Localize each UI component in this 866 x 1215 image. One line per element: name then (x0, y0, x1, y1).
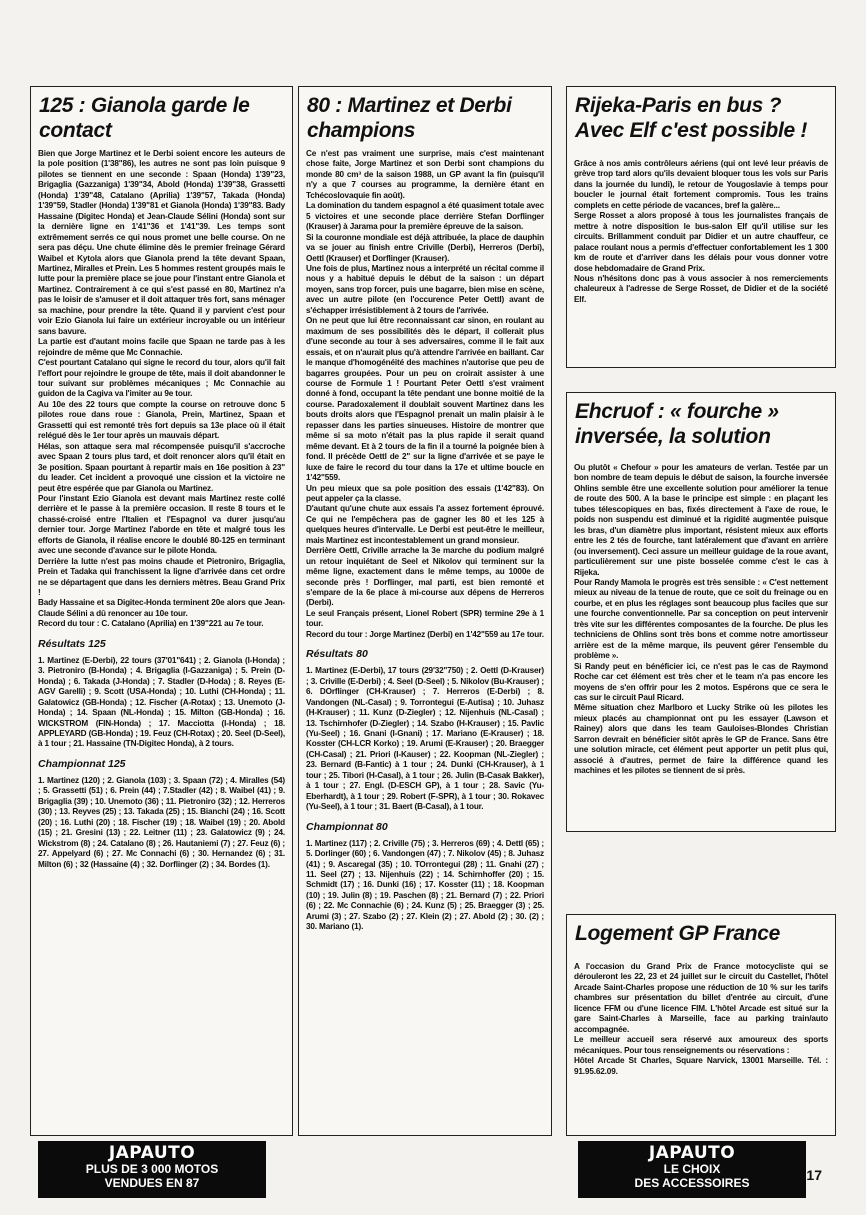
article-title: Rijeka-Paris en bus ? Avec Elf c'est possible ! (575, 94, 808, 142)
article-title: Ehcruof : « fourche » inversée, la solution (575, 400, 779, 448)
paragraph: Une fois de plus, Martinez nous a interprété un récital comme il nous y a habitué depuis le début de la saison : un départ moyen, sans trop forcer, puis une bagarre, bien mise en scène, avec un autre pilote (en l'occurence Peter Oettl) avant de s'échapper irrésistiblement à 2 tours de l'arrivée. (306, 263, 544, 315)
paragraph: Si la couronne mondiale est déjà attribuée, la place de dauphin va se jouer au finish entre Criville (Derbi), Herreros (Derbi), Oettl (Krauser) et Dorflinger (Krauser). (306, 232, 544, 263)
paragraph: D'autant qu'une chute aux essais l'a assez fortement éprouvé. Ce qui ne l'empêchera pas de gagner les 80 et les 125 à quelques heures d'intervalle. Le Derbi est peut-être le meilleur, mais Martinez est incontestablement un grand monsieur. (306, 504, 544, 545)
paragraph: Ce n'est pas vraiment une surprise, mais c'est maintenant chose faite, Jorge Martinez et son Derbi sont champions du monde 80 cm³ de la saison 1988, un GP avant la fin (puisqu'il n'y a que 7 courses au programme, la dernière étant en Tchécoslovaquie fin août). (306, 149, 544, 200)
japauto-ad-right (578, 1141, 806, 1198)
article-125-gianola (30, 86, 293, 1136)
championship-heading: Championnat 125 (38, 757, 126, 770)
paragraph: Derrière Oettl, Criville arrache la 3e marche du podium malgré un retour inquiétant de Seel et Nikolov qui terminent sur la même ligne, exactement dans le même temps, au 1000e de seconde près ! Dorflinger, mal parti, est bien remonté et s'empare de la 6e place à mi-course aux dépens de Herreros (Derbi). (306, 546, 544, 608)
article-body (574, 962, 828, 1077)
ad-brand: JAPAUTO (648, 1143, 736, 1163)
paragraph: Au 10e des 22 tours que compte la course on retrouve donc 5 pilotes roue dans roue : Gianola, Prein, Martinez, Spaan et Grassetti qui est remonté très fort depuis sa 13e place où il était relégué dès le 1er tour après un mauvais départ. (38, 399, 285, 441)
article-ehcruof (566, 392, 836, 832)
results-list: 1. Martinez (E-Derbi), 17 tours (29'32"750) ; 2. Oettl (D-Krauser) ; 3. Criville (E-Derbi) ; 4. Seel (D-Seel) ; 5. Nikolov (Bu-Krauser) ; 6. DOrflinger (CH-Krauser) ; 7. Herreros (E-Derbi) ; 8. Vandongen (NL-Casal) ; 9. Torrontegui (E-Autisa) ; 10. Juhasz (H-Krauser) ; 11. Kunz (D-Ziegler) ; 12. Nijenhuis (NL-Casal) ; 13. Tschirnhofer (D-Ziegler) ; 14. Szabo (H-Krauser) ; 15. Pavlic (Yu-Seel) ; 16. Gnani (I-Gnani) ; 17. Mariano (E-Krauser) ; 18. Kosster (CH-LCR Korko) ; 19. Arumi (E-Krauser) ; 20. Braegger (CH-Casal) ; 21. Priori (I-Kauser) ; 22. Koopman (NL-Ziegler) ; 23. Bernard (B-Fantic) à 1 tour ; 24. Dunki (CH-Krauser), à 1 tour ; 25. Tibori (H-Casal), à 1 tour ; 26. Julin (B-Casak Bakker), à 1 tour ; 27. Engl. (D-ESCH GP), à 1 tour ; 28. Savic (Yu-Eberhardt), à 1 tour ; 29. Robert (F-SPR), à 1 tour ; 30. Rokavec (Yu-Seel), à 1 tour ; 31. Baert (B-Casal), à 1 tour. (306, 666, 544, 812)
ad-brand: JAPAUTO (108, 1143, 196, 1163)
article-body (574, 159, 828, 305)
paragraph: La domination du tandem espagnol a été quasiment totale avec 5 victoires et une seconde place derrière Stefan Dorflinger (Krauser) à Jarama pour la première épreuve de la saison. (306, 201, 544, 232)
results-heading: Résultats 80 (306, 648, 368, 661)
paragraph: Le seul Français présent, Lionel Robert (SPR) termine 29e à 1 tour. (306, 608, 544, 629)
article-rijeka-paris (566, 86, 836, 368)
article-title: 125 : Gianola garde le contact (39, 94, 250, 142)
results-list: 1. Martinez (E-Derbi), 22 tours (37'01"641) ; 2. Gianola (I-Honda) ; 3. Pietroniro (B-Honda) ; 4. Brigaglia (I-Gazzaniga) ; 5. Prein (D-Honda) ; 6. Takada (J-Honda) ; 7. Stadler (D-Hoda) ; 8. Reyes (E-AGV Garelli) ; 9. Scott (USA-Honda) ; 10. Luthi (CH-Honda) ; 11. Galatowicz (GB-Honda) ; 12. Fischer (A-Rotax) ; 13. Unemoto (J-Honda) ; 14. Spaan (NL-Honda) ; 15. Milton (GB-Honda) ; 16. WICKSTROM (FIN-Honda) ; 17. Macciotta (I-Honda) ; 18. APPLEYARD (GB-Honda) ; 19. Feuz (CH-Rotax) ; 20. Seel (D-Seel), à 1 tour ; 21. Hassaine (TN-Digitec Honda), à 2 tours. (38, 655, 285, 749)
paragraph: Grâce à nos amis contrôleurs aériens (qui ont levé leur préavis de grève trop tard alors qu'ils devaient bloquer tous les vols sur Paris dans la journée du lundi), le retour de Yougoslavie à temps pour boucler le journal était fortement compromis. Tous les trains complets en cette période de vacances, bref la galère... (574, 159, 828, 210)
article-body (38, 149, 285, 630)
ad-line: LE CHOIX (663, 1162, 721, 1176)
paragraph: C'est pourtant Catalano qui signe le record du tour, alors qu'il fait l'effort pour rejoindre le groupe de tête, mais il doit abandonner le tour suivant sur problèmes mécaniques ; Mc Connachie au guidon de la Cagiva va l'imiter au 9e tour. (38, 358, 285, 399)
paragraph: Record du tour : Jorge Martinez (Derbi) en 1'42"559 au 17e tour. (306, 629, 544, 639)
paragraph: A l'occasion du Grand Prix de France motocycliste qui se dérouleront les 22, 23 et 24 juillet sur le circuit du Castellet, l'hôtel Arcade Saint-Charles propose une réduction de 10 % sur les tarifs chambres sur présentation du billet d'entrée au circuit, d'une licence FFM ou d'une licence FIM. L'hôtel Arcade est situé sur la gare Saint-Charles à Marseille, face au parking train/auto accompagnée. (574, 962, 828, 1034)
page-number: 17 (806, 1167, 822, 1183)
paragraph: Serge Rosset a alors proposé à tous les journalistes français de mettre à notre disposition le bus-salon Elf qu'il utilise sur les circuits. Brillamment conduit par Didier et un autre chauffeur, ce palace roulant nous a permis d'effectuer confortablement les 1 300 km de route et d'arriver dans les délais pour vous donner votre dose hebdomadaire de Grand Prix. (574, 211, 828, 273)
paragraph: Bien que Jorge Martinez et le Derbi soient encore les auteurs de la pole position (1'38"86), les autres ne sont pas loin puisque 9 pilotes se tiennent en une seconde : Spaan (Honda) 1'39"23, Brigaglia (Gazzaniga) 1'39"34, Abold (Honda) 1'39"38, Grassetti (Honda) 1'39"48, Catalano (Aprilia) 1'39"57, Takada (Honda) 1'39"59, Stadler (Honda) 1'39"81 et Gianola (Honda) 1'39"83. Bady Hassaine (Digitec Honda) et Jean-Claude Sélini (Honda) sont sur la dernière ligne en 1'41"36 et 1'41"39. Les temps sont extrêmement serrés ce qui nous promet une belle course. On ne sera pas déçu. Une chute élimine dès le premier freinage Gérard Waibel et Kytola alors que Gianola prend la tête devant Spaan, Martinez, Miralles et Prein. Les 5 hommes restent groupés mais le lutte pour la première place se joue pour l'instant entre Gianola et Martinez. Contrairement à ce qui s'est passé en 80, Martinez n'a pas le loisir de s'amuser et il doit attaquer très fort, sans ménager sa machine, pour prendre la tête. Quand il y parvient c'est pour voir Ezio Gianola lui faire un extérieur incroyable ou un intérieur sans bavure. (38, 149, 285, 336)
paragraph: Si Randy peut en bénéficier ici, ce n'est pas le cas de Raymond Roche car cet élément est très cher et le team n'a pas encore les moyens de s'en offrir pour les 2 motos. Espérons que ce sera le cas sur le circuit Paul Ricard. (574, 661, 828, 702)
paragraph: Même situation chez Marlboro et Lucky Strike où les pilotes les mieux placés au championnat ont pu les essayer (Lawson et Rainey) alors que dans les team Gauloises-Blondes Christian Sarron devrait en bénéficier sitôt après le GP de France. Sans être une solution miracle, cet élément peut apporter un petit plus qui, associé à d'autres, permet de faire la différence quand les machines et les pilotes se tiennent de si près. (574, 703, 828, 776)
paragraph: La partie est d'autant moins facile que Spaan ne tarde pas à les rejoindre de même que Mc Connachie. (38, 337, 285, 357)
article-logement-gp (566, 914, 836, 1136)
paragraph: Derrière la lutte n'est pas moins chaude et Pietroniro, Brigaglia, Prein et Tadaka qui franchissent la ligne d'arrivée dans cet ordre ne se départagent que dans les derniers mètres. Beau Grand Prix ! (38, 556, 285, 598)
paragraph: Nous n'hésitons donc pas à vous associer à nos remerciements chaleureux à l'adresse de Serge Rosset, de Didier et de la société Elf. (574, 273, 828, 304)
article-title: 80 : Martinez et Derbi champions (307, 94, 512, 142)
japauto-ad-left (38, 1141, 266, 1198)
paragraph: Record du tour : C. Catalano (Aprilia) en 1'39"221 au 7e tour. (38, 619, 264, 629)
paragraph: Bady Hassaine et sa Digitec-Honda terminent 20e alors que Jean-Claude Sélini a dû renoncer au 10e tour. (38, 598, 285, 618)
ad-line: DES ACCESSOIRES (634, 1176, 750, 1190)
article-title: Logement GP France (575, 922, 781, 945)
results-heading: Résultats 125 (38, 637, 106, 650)
paragraph: Pour l'instant Ezio Gianola est devant mais Martinez reste collé derrière et le passe à la première occasion. Il reste 8 tours et le chassé-croisé entre l'Italien et l'Espagnol va durer jusqu'au dernier tour. Jorge Martinez l'aborde en tête et malgré tous les efforts de Gianola, il réalise encore le doublé 80-125 en terminant avec une seconde d'avance sur le pilote Honda. (38, 493, 285, 556)
paragraph: Hélas, son attaque sera mal récompensée puisqu'il s'accroche avec Spaan 2 tours plus tard, et doit renoncer alors qu'il était en 3e position. Spaan pourtant à repartir mais en 16e position à 23" du leader. Cet incident a provoqué une cission et la victoire ne peut être espérée que par Gianola ou Martinez. (38, 441, 285, 493)
paragraph: Hôtel Arcade St Charles, Square Narvick, 13001 Marseille. Tél. : 91.95.62.09. (574, 1056, 828, 1076)
championship-list: 1. Martinez (117) ; 2. Criville (75) ; 3. Herreros (69) ; 4. Dettl (65) ; 5. Dorlinger (60) ; 6. Vandongen (47) ; 7. Nikolov (45) ; 8. Juhasz (41) ; 9. Ascaregal (35) ; 10. TOrrontegui (28) ; 11. Gnahi (27) ; 11. Seel (27) ; 13. Nijenhuis (22) ; 14. Schirnhoffer (20) ; 15. Schmidt (17) ; 16. Dunki (16) ; 17. Kosster (11) ; 18. Koopman (10) ; 19. Julin (8) ; 19. Paschen (8) ; 21. Bernard (7) ; 22. Priori (6) ; 22. Mc Connachie (6) ; 24. Kunz (5) ; 25. Braegger (3) ; 25. Arumi (3) ; 27. Szabo (2) ; 27. Klein (2) ; 27. Abold (2) ; 30. (2) ; 30. Mariano (1). (306, 838, 544, 932)
article-body (306, 149, 544, 640)
ad-line: VENDUES EN 87 (104, 1176, 200, 1190)
paragraph: Ou plutôt « Chefour » pour les amateurs de verlan. Testée par un bon nombre de team depuis le début de saison, la fourche inversée Ohlins semble être une excellente solution pour améliorer la tenue de route des 500. A la base le principe est simple : en plaçant les tubes télescopiques en bas, fixés directement à l'axe de roue, le poids non suspendu est diminué et la rigidité augmentée puisque les bras, d'un diamètre plus important, résistent mieux aux efforts entre les 2 tés de fourche, tant latéralement que d'avant en arrière (ou inversement). Ceci assure un meilleur guidage de la roue avant, particulièrement sur une piste bosselée comme c'est le cas à Rijeka. (574, 463, 828, 577)
paragraph: Pour Randy Mamola le progrès est très sensible : « C'est nettement mieux au niveau de la tenue de route, que ce soit du freinage ou en courbe, et en plus les réglages sont beaucoup plus faciles que sur une fourche conventionnelle. Par sa conception on peut intervenir très vite sur les différentes composantes de la fourche. De plus les techniciens de Ohlins sont très bons et comme notre amortisseur arrière est de la même marque, ils peuvent gérer l'ensemble du problème ». (574, 577, 828, 661)
paragraph: On ne peut que lui être reconnaissant car sinon, en roulant au maximum de ses possibilités dès le départ, il collerait plus d'une seconde au tour à ses adversaires, comme il le fait aux essais, et on n'aurait plus qu'à attendre l'arrivée en baillant. Car le manque d'homogénéité des machines n'autorise que peu de bagarres groupées. Pour un peu on croirait assister à une course de Formule 1 ! Pourtant Peter Oettl s'est vraiment donné à fond, occupant la tête pendant une bonne moitié de la course. Paradoxalement il doublait souvent Martinez dans les bouts droits alors que l'Espagnol prenait un malin plaisir à le repasser dans les parties sinueuses. Histoire de montrer que même si sa moto n'était pas la plus rapide il serait quand même devant. Et à 2 tours de la fin il a tourné la poignée bien à fond. Il précède Oettl de 2" sur la ligne d'arrivée et se paye le luxe de faire le record du tour dans la 17e et ultime boucle en 1'42"559. (306, 316, 544, 483)
article-body (574, 463, 828, 777)
paragraph: Un peu mieux que sa pole position des essais (1'42"83). On peut appeler ça la classe. (306, 483, 544, 503)
ad-line: PLUS DE 3 000 MOTOS (85, 1162, 219, 1176)
article-80-martinez (298, 86, 552, 1136)
championship-list: 1. Martinez (120) ; 2. Gianola (103) ; 3. Spaan (72) ; 4. Miralles (54) ; 5. Grassetti (51) ; 6. Prein (44) ; 7.Stadler (42) ; 8. Waibel (41) ; 9. Brigaglia (39) ; 10. Unemoto (36) ; 11. Pietroniro (32) ; 12. Herreros (30) ; 13. Reyves (25) ; 13. Takada (25) ; 15. Bianchi (24) ; 16. Scott (20) ; 16. Luthi (20) ; 18. Fischer (19) ; 18. Waibel (19) ; 20. Abold (15) ; 21. Gresini (13) ; 22. Leitner (11) ; 23. Galatowicz (9) ; 24. Wickstrom (8) ; 24. Catalano (8) ; 26. Hautaniemi (7) ; 27. Feuz (6) ; 27. Appelyard (6) ; 27. Mc Connachi (6) ; 30. Hernandez (6) ; 31. Milton (6) ; 32 (Hassaine (4) ; 32. Dorflinger (2) ; 34. Bordes (1). (38, 775, 285, 869)
championship-heading: Championnat 80 (306, 820, 388, 833)
paragraph: Le meilleur accueil sera réservé aux amoureux des sports mécaniques. Pour tous renseignements ou réservations : (574, 1035, 828, 1055)
